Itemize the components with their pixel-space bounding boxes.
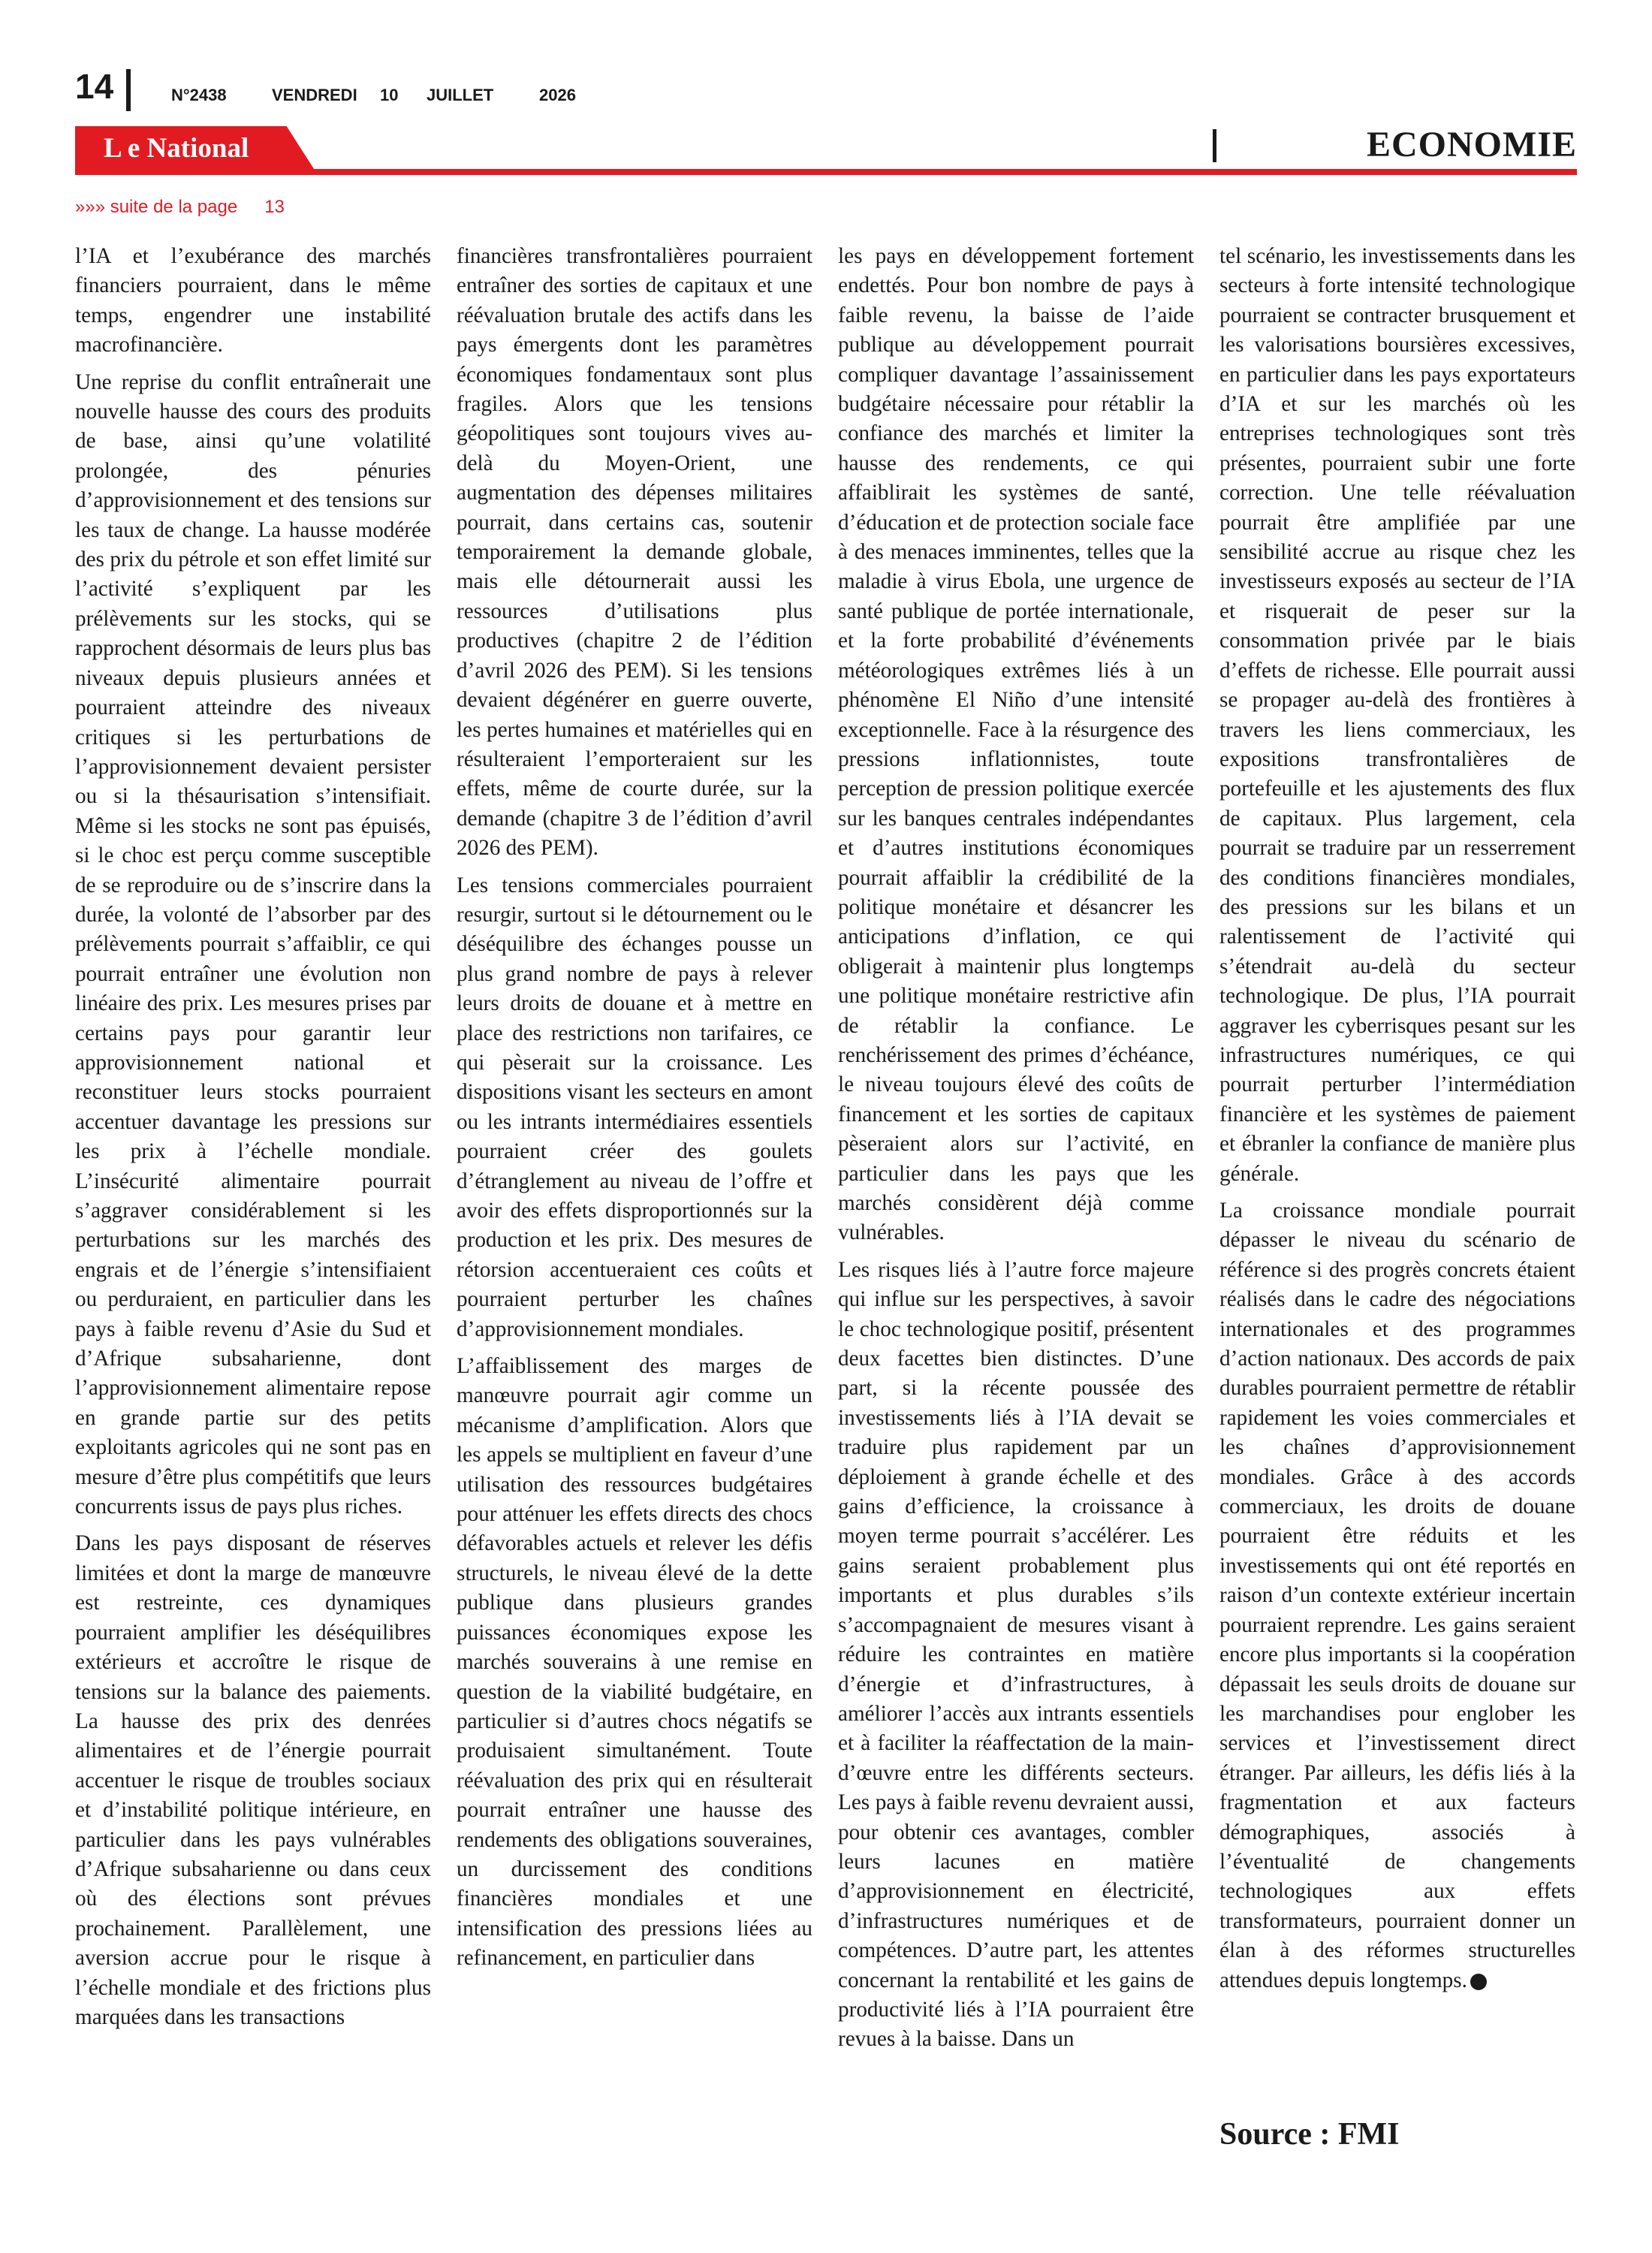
article-column-1 (75, 242, 431, 2040)
paragraph: Dans les pays disposant de réserves limitées et dont la marge de manœuvre est restreinte, ces dynamiques pourraient amplifier les déséquilibres extérieurs et accroître le risque de tensions sur la balance des paiements. La hausse des prix des denrées alimentaires et de l’énergie pourrait accentuer le risque de troubles sociaux et d’instabilité politique intérieure, en particulier dans les pays vulnérables d’Afrique subsaharienne ou dans ceux où des élections sont prévues prochainement. Parallèlement, une aversion accrue pour le risque à l’échelle mondiale et des frictions plus marquées dans les transactions (75, 1531, 431, 2029)
issue-number: N°2438 (171, 86, 227, 104)
brand-name: L e National (104, 133, 249, 164)
article-source: Source : FMI (1219, 2117, 1400, 2152)
end-of-article-icon (1470, 1974, 1487, 1990)
paragraph: les pays en développement fortement endettés. Pour bon nombre de pays à faible revenu, la baisse de l’aide publique au développement pourrait compliquer davantage l’assainissement budgétaire nécessaire pour rétablir la confiance des marchés et limiter la hausse des rendements, ce qui affaiblirait les systèmes de santé, d’éducation et de protection sociale face à des menaces imminentes, telles que la maladie à virus Ebola, une urgence de santé publique de portée internationale, et la forte probabilité d’événements météorologiques extrêmes liés à un phénomène El Niño d’une intensité exceptionnelle. Face à la résurgence des pressions inflationnistes, toute perception de pression politique exercée sur les banques centrales indépendantes et d’autres institutions économiques pourrait affaiblir la crédibilité de la politique monétaire et désancrer les anticipations d’inflation, ce qui obligerait à maintenir plus longtemps une politique monétaire restrictive afin de rétablir la confiance. Le renchérissement des primes d’échéance, le niveau toujours élevé des coûts de financement et les sorties de capitaux pèseraient alors sur l’activité, en particulier dans les pays que les marchés considèrent déjà comme vulnérables. (838, 244, 1194, 1245)
page-number: 14 (75, 67, 114, 106)
paragraph: Les risques liés à l’autre force majeure qui influe sur les perspectives, à savoir le choc technologique positif, présentent deux facettes bien distinctes. D’une part, si la récente poussée des investissements liés à l’IA devait se traduire plus rapidement par un déploiement à grande échelle et des gains d’efficience, la croissance à moyen terme pourrait s’accélérer. Les gains seraient probablement plus importants et plus durables s’ils s’accompagnaient de mesures visant à réduire les contraintes en matière d’énergie et d’infrastructures, à améliorer l’accès aux intrants essentiels et à faciliter la réaffectation de la main-d’œuvre entre les différents secteurs. Les pays à faible revenu devraient aussi, pour obtenir ces avantages, combler leurs lacunes en matière d’approvisionnement en électricité, d’infrastructures numériques et de compétences. D’autre part, les attentes concernant la rentabilité et les gains de productivité liés à l’IA pourraient être revues à la baisse. Dans un (838, 1257, 1194, 2052)
paragraph: financières transfrontalières pourraient entraîner des sorties de capitaux et une réévaluation brutale des actifs dans les pays émergents dont les paramètres économiques fondamentaux sont plus fragiles. Alors que les tensions géopolitiques sont toujours vives au-delà du Moyen-Orient, une augmentation des dépenses militaires pourrait, dans certains cas, soutenir temporairement la demande globale, mais elle détournerait aussi les ressources d’utilisations plus productives (chapitre 2 de l’édition d’avril 2026 des PEM). Si les tensions devaient dégénérer en guerre ouverte, les pertes humaines et matérielles qui en résulteraient l’emporteraient sur les effets, même de courte durée, sur la demande (chapitre 3 de l’édition d’avril 2026 des PEM). (457, 244, 812, 861)
date-month: JUILLET (427, 86, 494, 104)
date-day: 10 (380, 86, 399, 104)
continued-page: 13 (264, 197, 285, 217)
article-column-2 (457, 242, 812, 1981)
continued-note (75, 197, 285, 218)
section-divider (1213, 129, 1216, 162)
paragraph-text: La croissance mondiale pourrait dépasser le niveau du scénario de référence si des progrès concrets étaient réalisés dans le cadre des négociations internationales et des programmes d’action nationaux. Des accords de paix durables pourraient permettre de rétablir rapidement les voies commerciales et les chaînes d’approvisionnement mondiales. Grâce à des accords commerciaux, les droits de douane pourraient être réduits et les investissements qui ont été reportés en raison d’un contexte extérieur incertain pourraient reprendre. Les gains seraient encore plus importants si la coopération dépassait les seuls droits de douane sur les marchandises pour englober les services et l’investissement direct étranger. Par ailleurs, les défis liés à la fragmentation et aux facteurs démographiques, associés à l’éventualité de changements technologiques aux effets transformateurs, pourraient donner un élan à des réformes structurelles attendues depuis longtemps. (1219, 1199, 1575, 1992)
paragraph: Une reprise du conflit entraînerait une nouvelle hausse des cours des produits de base, ainsi qu’une volatilité prolongée, des pénuries d’approvisionnement et des tensions sur les taux de change. La hausse modérée des prix du pétrole et son effet limité sur l’activité s’expliquent par les prélèvements sur les stocks, qui se rapprochent désormais de leurs plus bas niveaux depuis plusieurs années et pourraient atteindre des niveaux critiques si les perturbations de l’approvisionnement devaient persister ou si la thésaurisation s’intensifiait. Même si les stocks ne sont pas épuisés, si le choc est perçu comme susceptible de se reproduire ou de s’inscrire dans la durée, la volonté de l’absorber par des prélèvements pourrait s’affaiblir, ce qui pourrait entraîner une évolution non linéaire des prix. Les mesures prises par certains pays pour garantir leur approvisionnement national et reconstituer leurs stocks pourraient accentuer davantage les pressions sur les prix à l’échelle mondiale. L’insécurité alimentaire pourrait s’aggraver considérablement si les perturbations sur les marchés des engrais et de l’énergie s’intensifiaient ou perduraient, en particulier dans les pays à faible revenu d’Asie du Sud et d’Afrique subsaharienne, dont l’approvisionnement alimentaire repose en grande partie sur des petits exploitants agricoles qui ne sont pas en mesure d’être plus compétitifs que leurs concurrents issus de pays plus riches. (75, 369, 431, 1519)
article-column-3 (838, 242, 1194, 2062)
paragraph: tel scénario, les investissements dans les secteurs à forte intensité technologique pourraient se contracter brusquement et les valorisations boursières excessives, en particulier dans les pays exportateurs d’IA et sur les marchés où les entreprises technologiques sont très présentes, pourraient subir une forte correction. Une telle réévaluation pourrait être amplifiée par une sensibilité accrue au risque chez les investisseurs exposés au secteur de l’IA et risquerait de peser sur la consommation privée par le biais d’effets de richesse. Elle pourrait aussi se propager au-delà des frontières à travers les liens commerciaux, les expositions transfrontalières de portefeuille et les ajustements des flux de capitaux. Plus largement, cela pourrait se traduire par un resserrement des conditions financières mondiales, des pressions sur les bilans et un ralentissement de l’activité qui s’étendrait au-delà du secteur technologique. De plus, l’IA pourrait aggraver les cyberrisques pesant sur les infrastructures numériques, ce qui pourrait perturber l’intermédiation financière et les systèmes de paiement et ébranler la confiance de manière plus générale. (1219, 244, 1575, 1186)
date-weekday: VENDREDI (272, 86, 357, 104)
paragraph: L’affaiblissement des marges de manœuvre pourrait agir comme un mécanisme d’amplification. Alors que les appels se multiplient en faveur d’une utilisation des ressources budgétaires pour atténuer les effets directs des chocs défavorables actuels et relever les défis structurels, le niveau élevé de la dette publique dans plusieurs grandes puissances économiques expose les marchés souverains à une remise en question de la viabilité budgétaire, en particulier si d’autres chocs négatifs se produisaient simultanément. Toute réévaluation des prix qui en résulterait pourrait entraîner une hausse des rendements des obligations souveraines, un durcissement des conditions financières mondiales et une intensification des pressions liées au refinancement, en particulier dans (457, 1354, 812, 1971)
paragraph: Les tensions commerciales pourraient resurgir, surtout si le détournement ou le déséquilibre des échanges pousse un plus grand nombre de pays à relever leurs droits de douane et à mettre en place des restrictions non tarifaires, ce qui pèserait sur la croissance. Les dispositions visant les secteurs en amont ou les intrants intermédiaires essentiels pourraient créer des goulets d’étranglement au niveau de l’offre et avoir des effets disproportionnés sur la production et les prix. Des mesures de rétorsion accentueraient ces coûts et pourraient perturber les chaînes d’approvisionnement mondiales. (457, 873, 812, 1341)
paragraph (1219, 1196, 1575, 1995)
article-column-4 (1219, 242, 1575, 2003)
continued-text: »»» suite de la page (75, 197, 238, 217)
date-year: 2026 (539, 86, 576, 104)
page-number-divider (126, 69, 131, 111)
paragraph: l’IA et l’exubérance des marchés financiers pourraient, dans le même temps, engendrer une instabilité macrofinancière. (75, 244, 431, 357)
section-title: ECONOMIE (1366, 125, 1577, 164)
